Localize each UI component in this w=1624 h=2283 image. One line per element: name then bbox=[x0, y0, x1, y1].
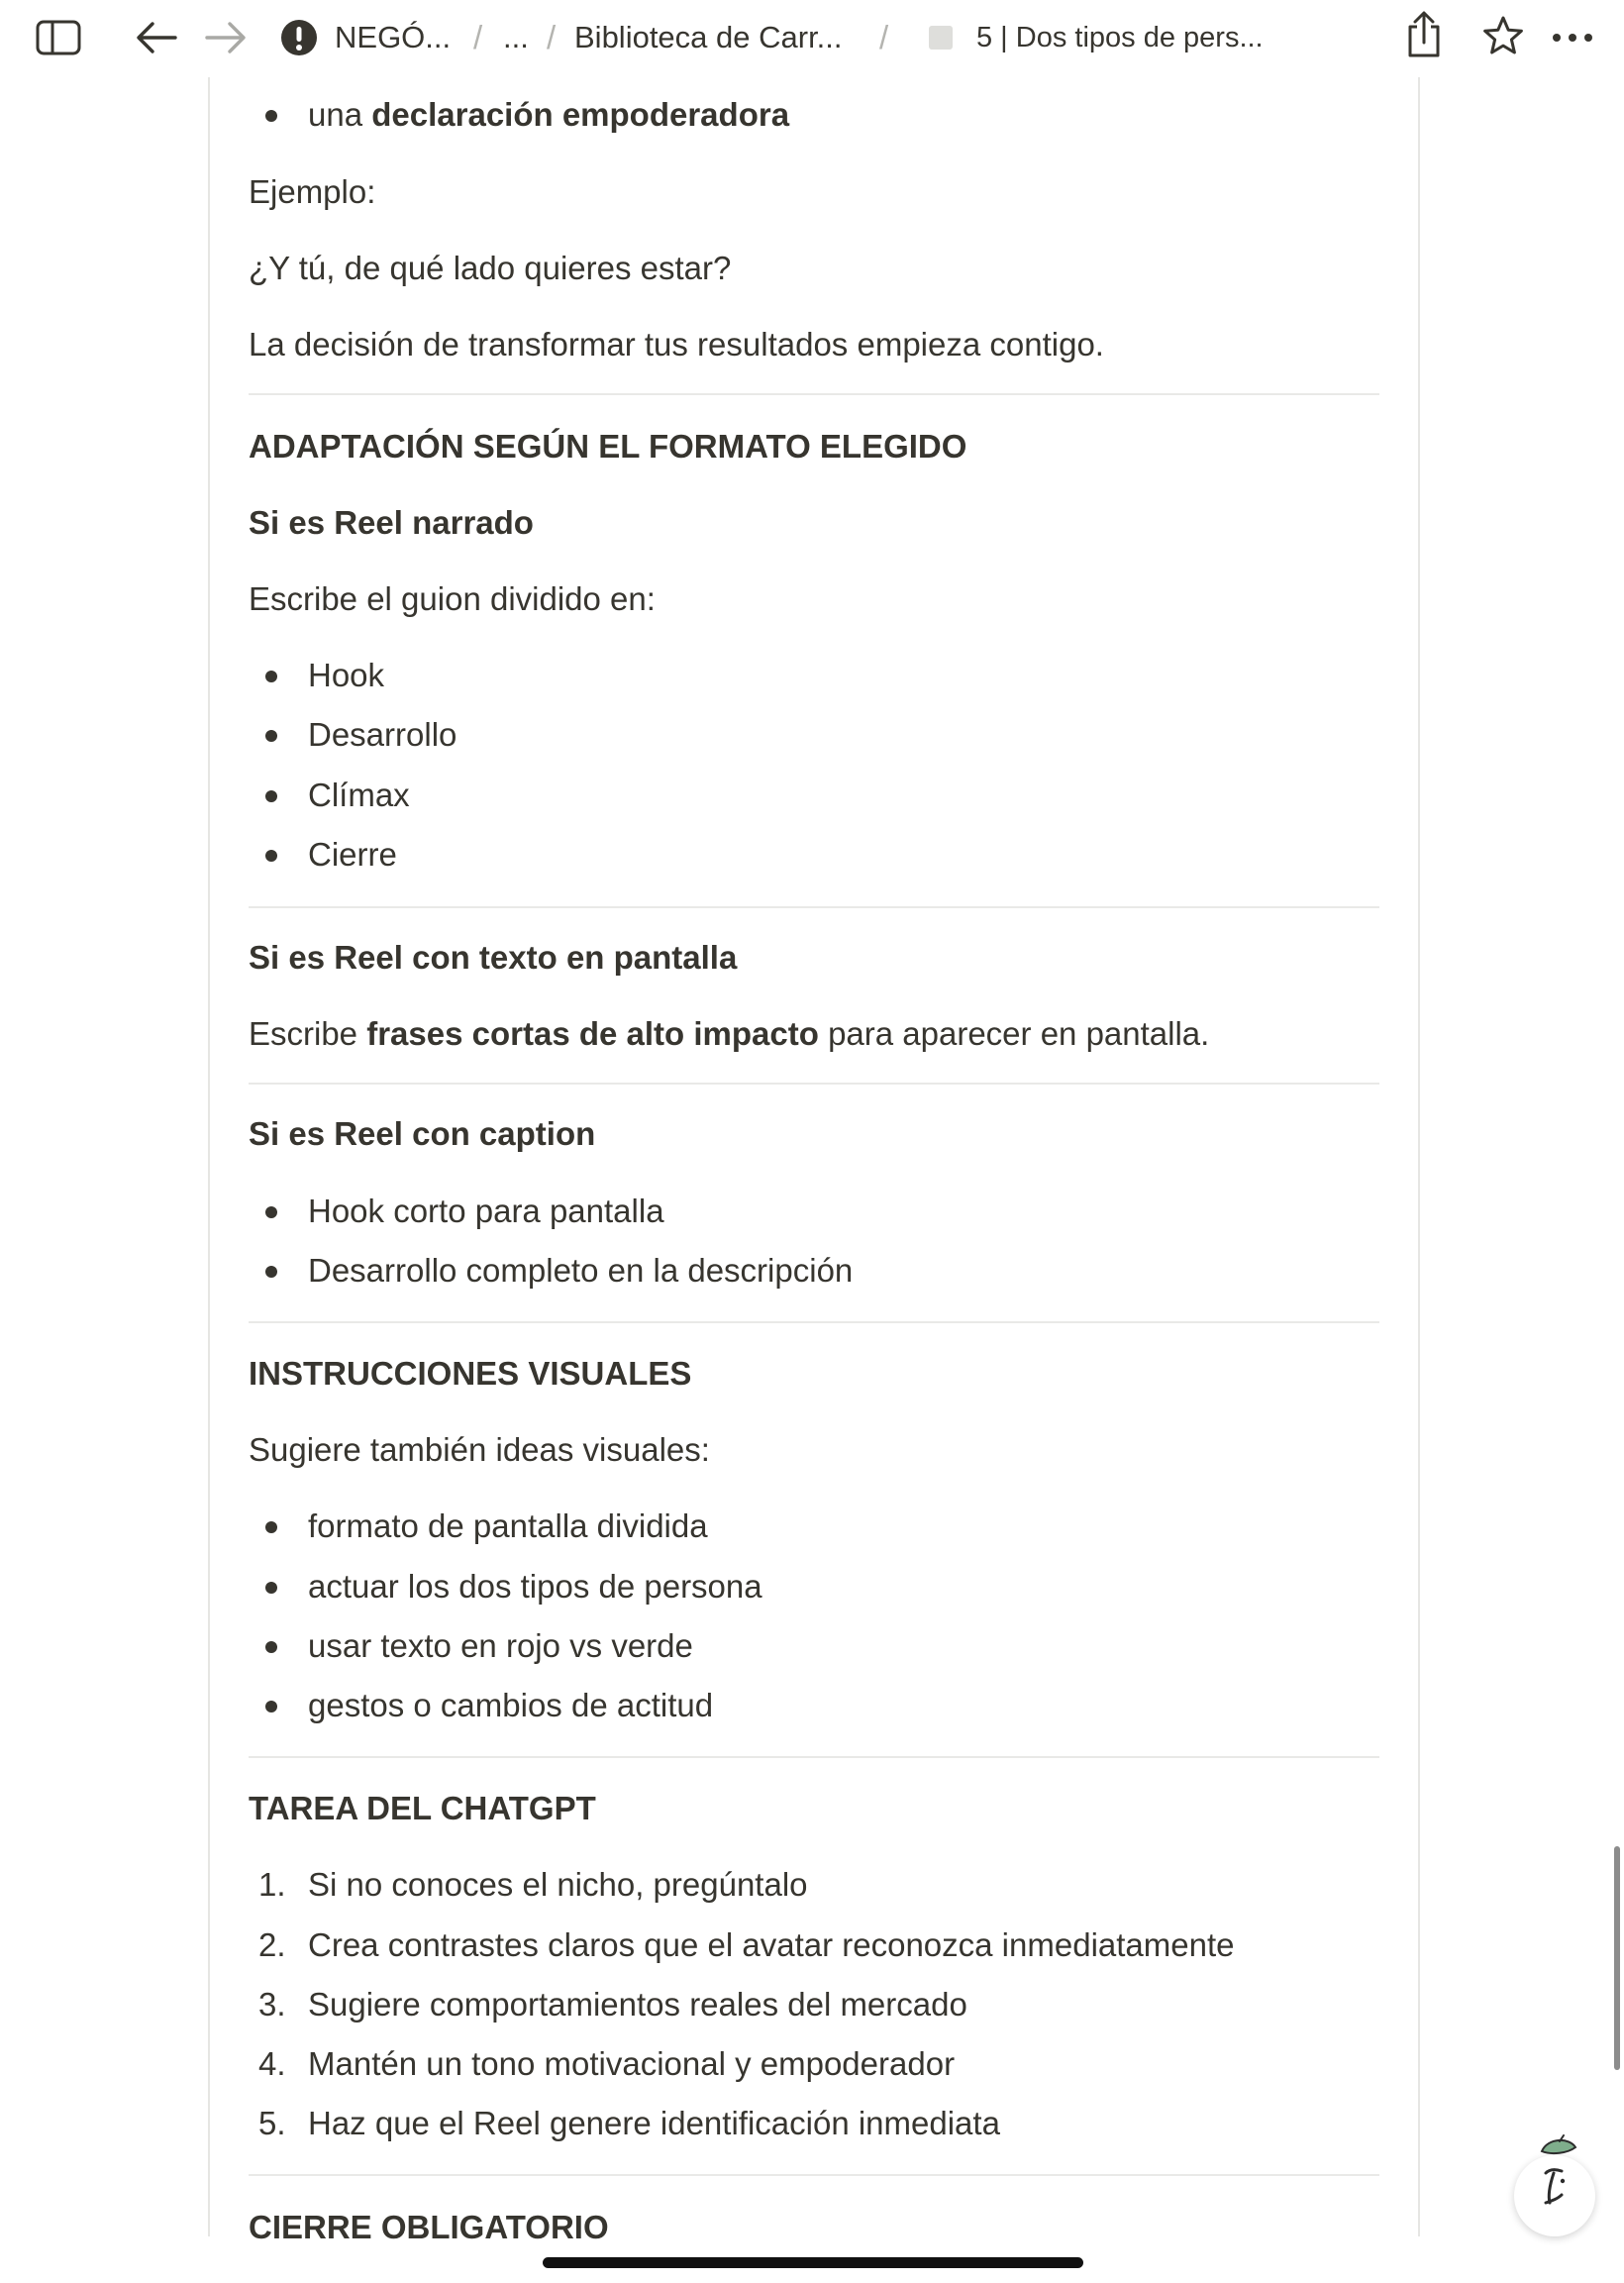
ai-assistant-button[interactable] bbox=[1514, 2155, 1595, 2236]
list-item-text: Sugiere comportamientos reales del mercado bbox=[308, 1986, 967, 2023]
section-heading-task: TAREA DEL CHATGPT bbox=[249, 1790, 596, 1826]
divider bbox=[249, 1083, 1379, 1085]
breadcrumb-item-biblioteca[interactable]: Biblioteca de Carr... bbox=[574, 20, 843, 54]
bullet-dot bbox=[265, 1206, 277, 1218]
section-heading-closing: CIERRE OBLIGATORIO bbox=[249, 2209, 609, 2245]
list-item-text: Si no conoces el nicho, pregúntalo bbox=[308, 1866, 808, 1903]
divider bbox=[249, 1756, 1379, 1758]
breadcrumb-separator: / bbox=[547, 19, 557, 55]
page-frame-right-border bbox=[1418, 77, 1420, 2236]
assistant-face-icon bbox=[1520, 2133, 1589, 2213]
forward-arrow-icon[interactable] bbox=[204, 18, 248, 57]
example-line: La decisión de transformar tus resultados empieza contigo. bbox=[249, 326, 1104, 363]
page-icon bbox=[927, 24, 955, 52]
paragraph: Escribe el guion dividido en: bbox=[249, 580, 656, 617]
list-number: 4. bbox=[258, 2045, 286, 2082]
bullet-dot bbox=[265, 1641, 277, 1653]
breadcrumb-item-current-page[interactable]: 5 | Dos tipos de pers... bbox=[976, 22, 1264, 53]
breadcrumb-separator: / bbox=[879, 19, 889, 55]
list-item-text: formato de pantalla dividida bbox=[308, 1507, 708, 1544]
back-arrow-icon[interactable] bbox=[135, 18, 178, 57]
bullet-dot bbox=[265, 671, 277, 682]
sidebar-toggle-icon[interactable] bbox=[36, 18, 81, 57]
list-item-text: Mantén un tono motivacional y empoderador bbox=[308, 2045, 956, 2082]
list-item-text: gestos o cambios de actitud bbox=[308, 1687, 714, 1723]
section-heading-adaptation: ADAPTACIÓN SEGÚN EL FORMATO ELEGIDO bbox=[249, 428, 967, 465]
divider bbox=[249, 1321, 1379, 1323]
bullet-dot bbox=[265, 850, 277, 862]
vertical-scrollbar-thumb[interactable] bbox=[1614, 1846, 1620, 2070]
share-icon[interactable] bbox=[1404, 10, 1444, 59]
subheading-reel-caption: Si es Reel con caption bbox=[249, 1115, 596, 1152]
bullet-dot bbox=[265, 1266, 277, 1278]
bullet-dot bbox=[265, 1521, 277, 1533]
bullet-dot bbox=[265, 1701, 277, 1712]
example-line: ¿Y tú, de qué lado quieres estar? bbox=[249, 250, 732, 286]
bullet-dot bbox=[265, 730, 277, 742]
paragraph: Sugiere también ideas visuales: bbox=[249, 1431, 710, 1468]
bullet-dot bbox=[265, 110, 277, 122]
page-frame-left-border bbox=[208, 77, 210, 2236]
divider bbox=[249, 393, 1379, 395]
breadcrumb-item-negocio[interactable]: NEGÓ... bbox=[335, 20, 452, 54]
more-options-icon[interactable] bbox=[1551, 18, 1594, 57]
list-item-text: una declaración empoderadora bbox=[308, 96, 790, 133]
subheading-reel-text: Si es Reel con texto en pantalla bbox=[249, 939, 738, 976]
example-label: Ejemplo: bbox=[249, 173, 376, 210]
section-heading-visual: INSTRUCCIONES VISUALES bbox=[249, 1355, 692, 1392]
breadcrumb-ellipsis[interactable]: ... bbox=[503, 20, 529, 54]
list-item-text: Clímax bbox=[308, 777, 410, 813]
top-navigation-bar bbox=[0, 0, 1624, 77]
paragraph: Escribe frases cortas de alto impacto para aparecer en pantalla. bbox=[249, 1015, 1210, 1052]
list-item-text: usar texto en rojo vs verde bbox=[308, 1627, 693, 1664]
list-number: 1. bbox=[258, 1866, 286, 1903]
list-number: 2. bbox=[258, 1926, 286, 1963]
bullet-dot bbox=[265, 1582, 277, 1594]
divider bbox=[249, 906, 1379, 908]
list-number: 5. bbox=[258, 2105, 286, 2141]
list-number: 3. bbox=[258, 1986, 286, 2023]
breadcrumb-separator: / bbox=[473, 19, 483, 55]
list-item-text: Desarrollo completo en la descripción bbox=[308, 1252, 854, 1289]
list-item-text: Haz que el Reel genere identificación inmediata bbox=[308, 2105, 1000, 2141]
divider bbox=[249, 2174, 1379, 2176]
list-item-text: Desarrollo bbox=[308, 716, 457, 753]
favorite-star-icon[interactable] bbox=[1481, 14, 1525, 57]
list-item-text: Cierre bbox=[308, 836, 397, 873]
list-item-text: Hook corto para pantalla bbox=[308, 1193, 664, 1229]
subheading-reel-narrated: Si es Reel narrado bbox=[249, 504, 534, 541]
bullet-dot bbox=[265, 790, 277, 802]
home-indicator[interactable] bbox=[543, 2257, 1083, 2268]
list-item-text: Crea contrastes claros que el avatar reconozca inmediatamente bbox=[308, 1926, 1235, 1963]
list-item-text: actuar los dos tipos de persona bbox=[308, 1568, 762, 1605]
warning-icon bbox=[279, 18, 319, 57]
list-item-text: Hook bbox=[308, 657, 385, 693]
